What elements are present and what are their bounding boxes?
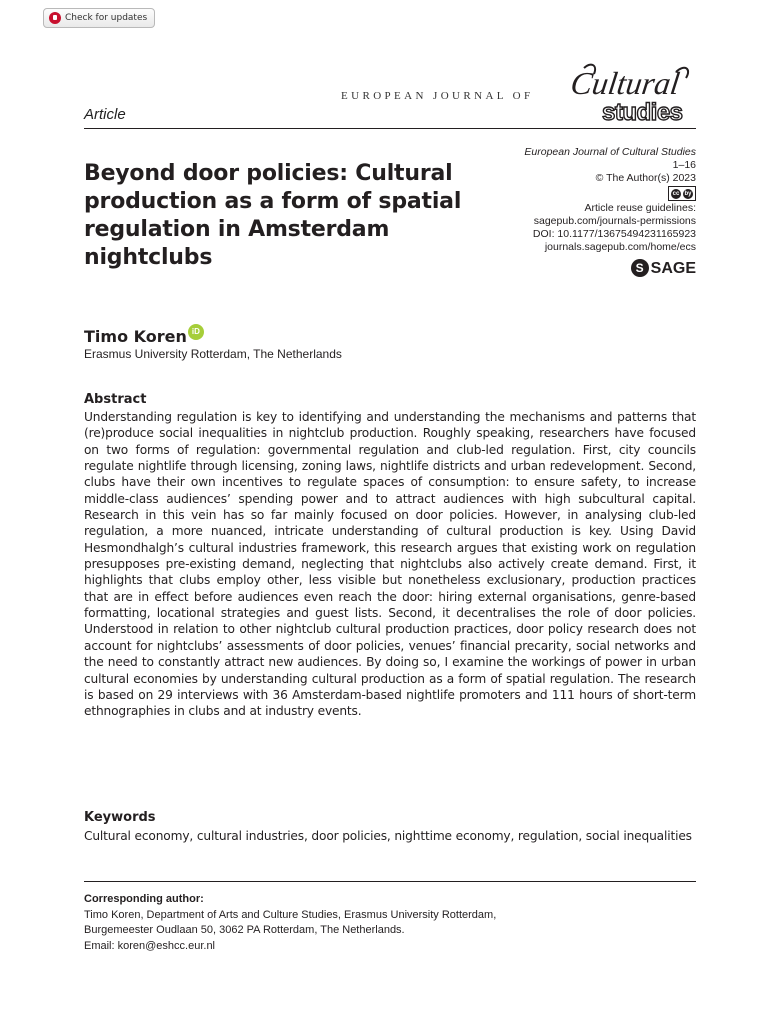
article-title [84, 160, 504, 272]
orcid-icon[interactable]: iD [188, 324, 204, 340]
journal-name: European Journal of Cultural Studies [524, 146, 696, 158]
doi-link[interactable]: DOI: 10.1177/13675494231165923 [532, 228, 696, 240]
cc-license-badge[interactable] [668, 186, 696, 201]
abstract-text: Understanding regulation is key to identifying and understanding the mechanisms and patterns that (re)produce social inequalities in nightclub production. Roughly speaking, researchers have focused on two forms of regulation: governmental regulation and club-led regulation. First, city councils regulate nightlife through licensing, zoning laws, nightlife districts and urban redevelopment. Second, clubs have their own incentives to regulate spaces of consumption: to ensure safety, to increase middle-class audiences’ spending power and to attract audiences with high subcultural capital. Research in this vein has so far mainly focused on door policies. However, in analysing club-led regulation, a more nuanced, intricate understanding of cultural production is key. Using David Hesmondhalgh’s cultural industries framework, this research argues that existing work on regulation presupposes pre-existing demand, neglecting that nightclubs also actively create demand. First, it highlights that clubs employ other, less visible but nonetheless exclusionary, production practices that are in effect before audiences even reach the door: hiring external organisations, genre-based formatting, locational strategies and guest lists. Second, it decentralises the role of door policies. Understood in relation to other nightclub cultural production practices, door policy research does not account for nightclubs’ assessments of door policies, venues’ financial precarity, social networks and the need to constantly attract new audiences. By doing so, I examine the workings of power in urban cultural economies by understanding cultural production as a form of spatial regulation. The research is based on 29 interviews with 36 Amsterdam-based nightlife promoters and 111 hours of short-term ethnographies in clubs and at industry events. [84, 410, 696, 719]
attribution-icon: by [684, 190, 692, 197]
title-line: regulation in Amsterdam [84, 217, 390, 242]
article-type-label: Article [84, 106, 126, 123]
keywords-text: Cultural economy, cultural industries, door policies, nighttime economy, regulation, social inequalities [84, 829, 692, 843]
check-for-updates-button[interactable] [43, 8, 155, 28]
journal-masthead-text: EUROPEAN JOURNAL OF [341, 90, 534, 102]
footnote-divider [84, 881, 696, 882]
journal-logo [560, 62, 702, 124]
cc-icon: cc [672, 190, 680, 197]
corresponding-author-line: Timo Koren, Department of Arts and Culture Studies, Erasmus University Rotterdam, [84, 908, 497, 921]
corresponding-author-label: Corresponding author: [84, 893, 204, 905]
page-range: 1–16 [672, 159, 696, 171]
sage-s-icon: S [631, 259, 649, 277]
header-divider [84, 128, 696, 129]
reuse-guidelines-link[interactable]: sagepub.com/journals-permissions [533, 215, 696, 227]
corresponding-author-line: Burgemeester Oudlaan 50, 3062 PA Rotterdam, The Netherlands. [84, 924, 405, 936]
title-line: Beyond door policies: Cultural [84, 161, 453, 186]
author-affiliation: Erasmus University Rotterdam, The Netherlands [84, 347, 342, 361]
journal-homepage-link[interactable]: journals.sagepub.com/home/ecs [544, 241, 696, 253]
author-block [84, 327, 204, 346]
logo-word-studies: studies [602, 99, 683, 124]
reuse-guidelines-label: Article reuse guidelines: [584, 202, 696, 214]
logo-word-cultural: Cultural [568, 65, 682, 101]
article-metadata [524, 146, 696, 277]
title-line: nightclubs [84, 245, 213, 270]
title-line: production as a form of spatial [84, 189, 462, 214]
copyright-notice: © The Author(s) 2023 [595, 172, 696, 184]
abstract-heading: Abstract [84, 392, 147, 407]
check-for-updates-label: Check for updates [65, 13, 148, 23]
author-name: Timo Koren [84, 327, 187, 346]
bookmark-icon [49, 12, 61, 24]
corresponding-author [84, 892, 696, 954]
corresponding-author-email[interactable]: Email: koren@eshcc.eur.nl [84, 939, 216, 952]
publisher-name: SAGE [650, 259, 696, 277]
publisher-logo [631, 259, 696, 277]
keywords-heading: Keywords [84, 810, 156, 825]
